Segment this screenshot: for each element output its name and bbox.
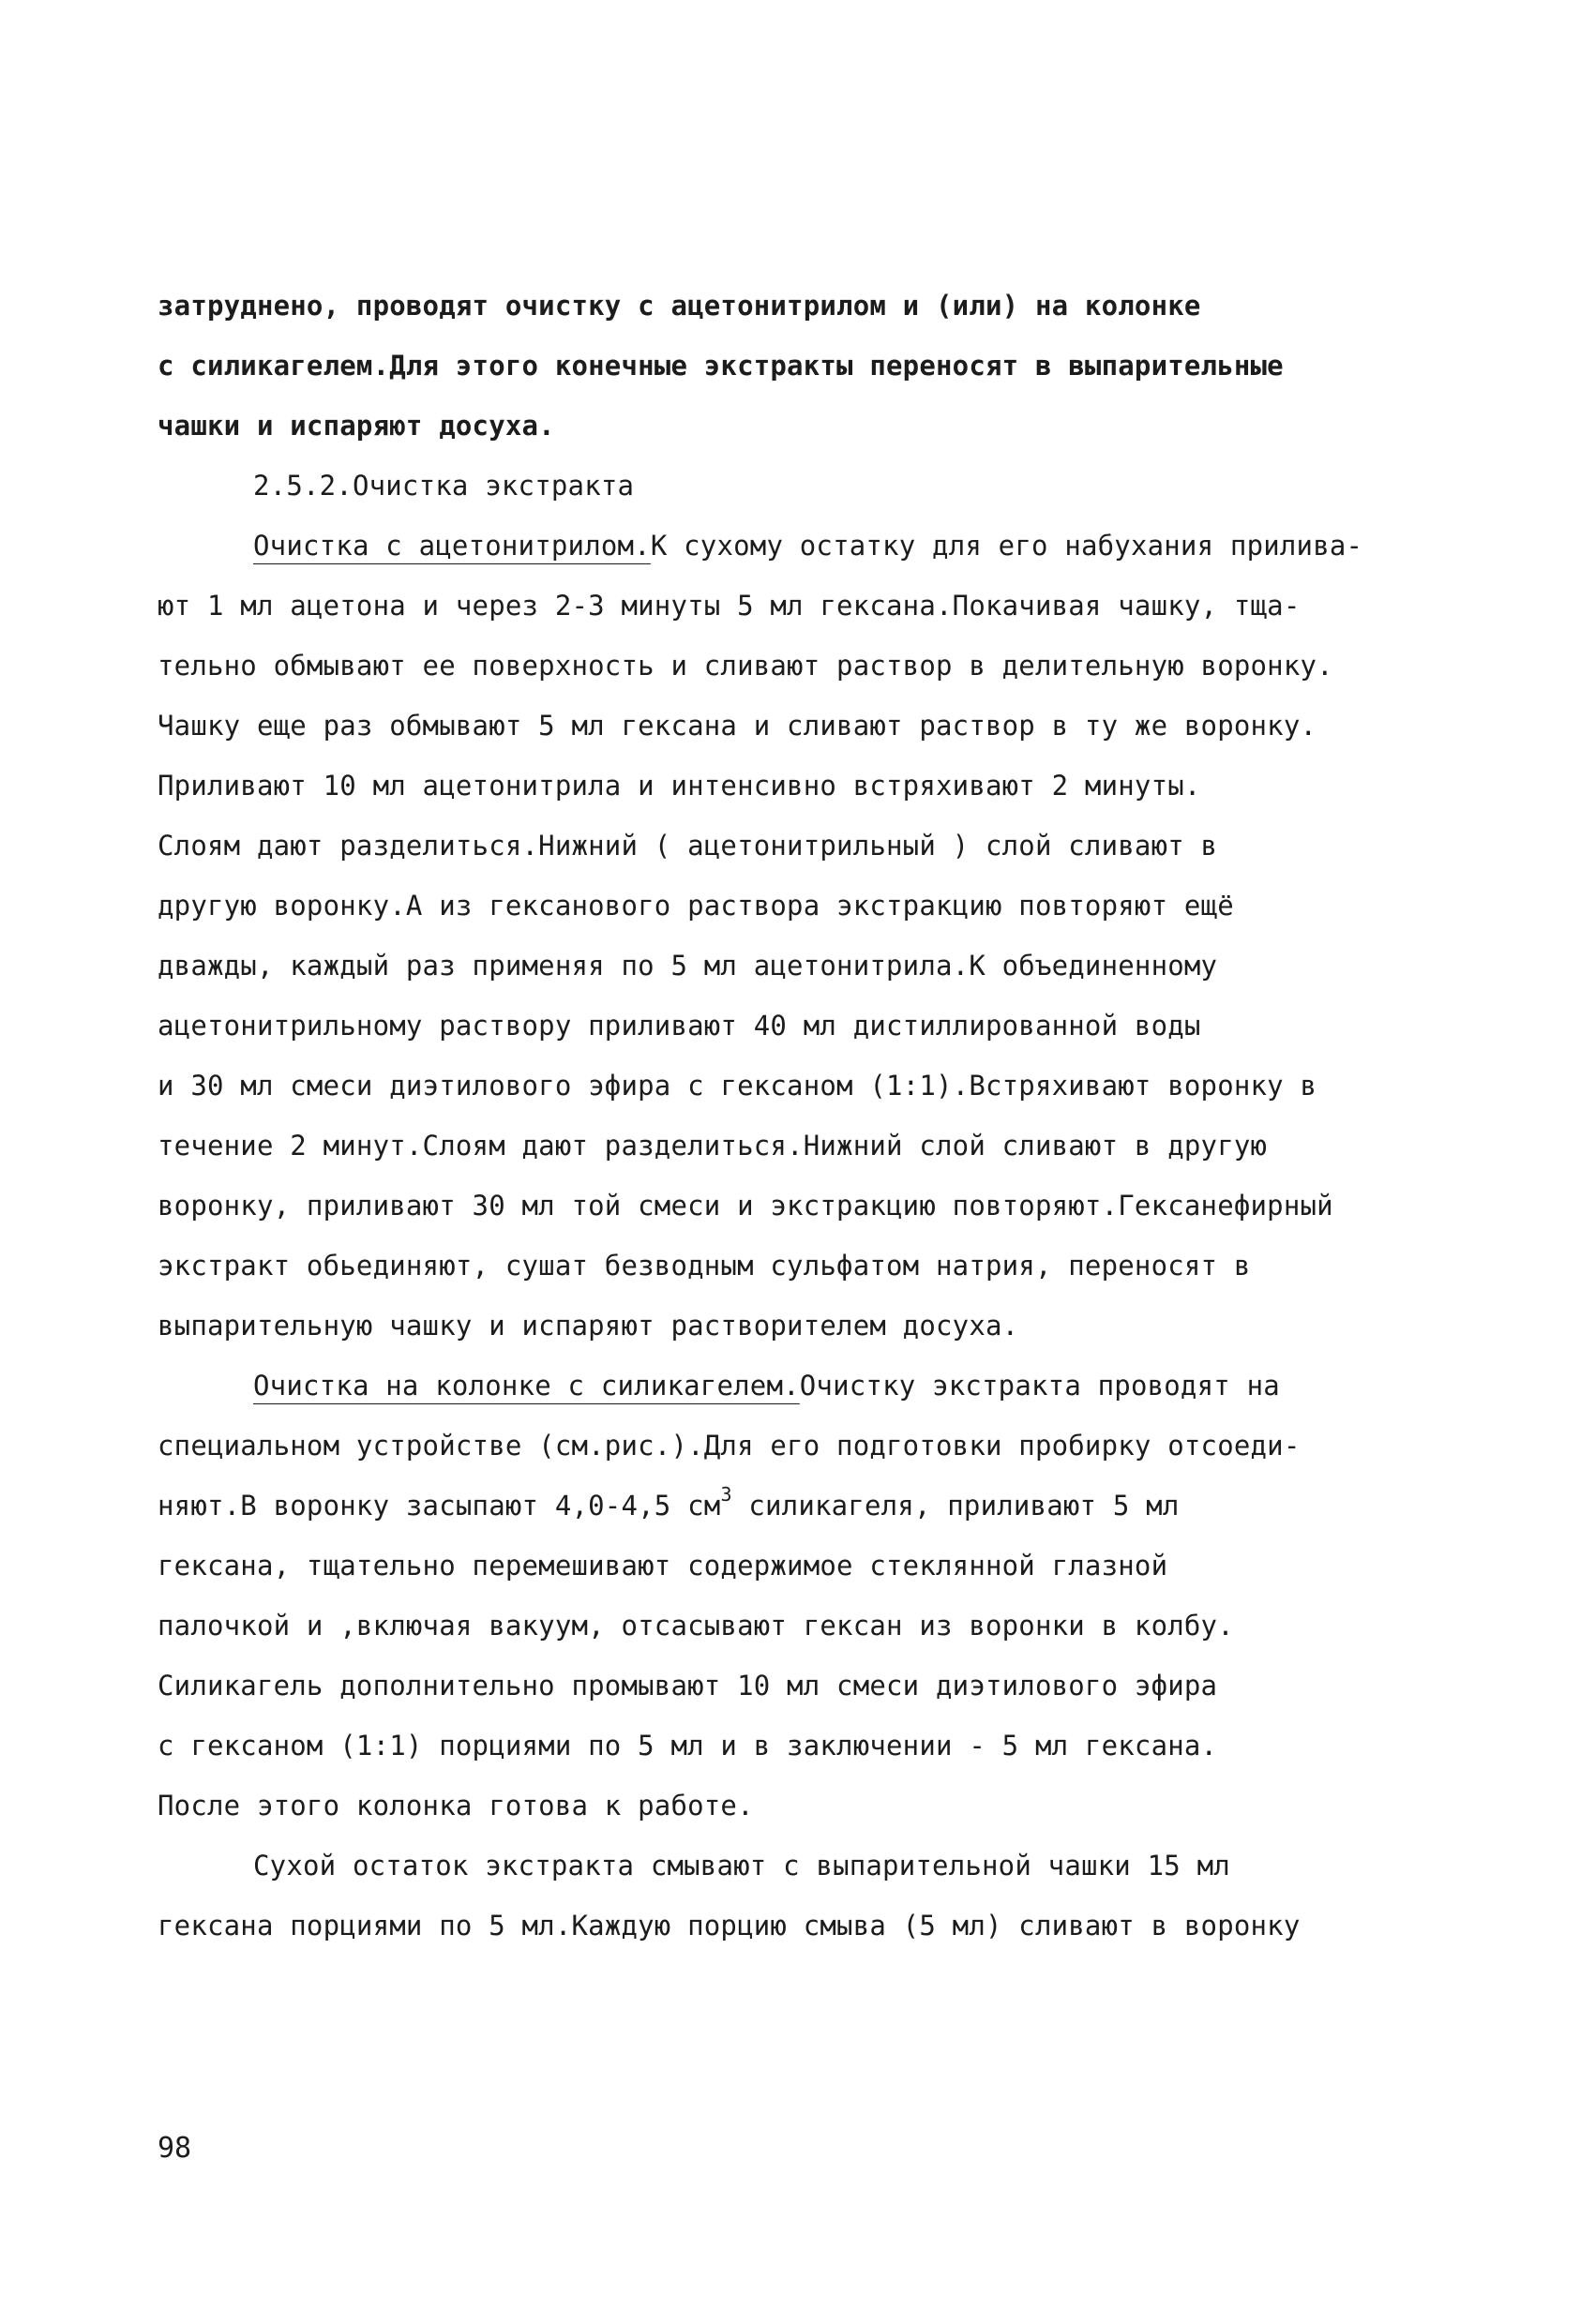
paragraph-2-text: Очистку экстракта проводят на [799, 1370, 1280, 1402]
paragraph-2-line-8: После этого колонка готова к работе. [158, 1790, 754, 1822]
text-line-2: с силикагелем.Для этого конечные экстракты переносят в выпарительные [158, 350, 1284, 382]
paragraph-2-line-5: палочкой и ,включая вакуум, отсасывают гексан из воронки в колбу. [158, 1610, 1234, 1642]
paragraph-2-line-4: гексана, тщательно перемешивают содержимое стеклянной глазной [158, 1550, 1168, 1582]
paragraph-2-line-3 [158, 1483, 1180, 1524]
paragraph-2-line-7: с гексаном (1:1) порциями по 5 мл и в заключении - 5 мл гексана. [158, 1730, 1218, 1762]
paragraph-3-line-2: гексана порциями по 5 мл.Каждую порцию смыва (5 мл) сливают в воронку [158, 1910, 1301, 1942]
subheading-silica-column: Очистка на колонке с силикагелем. [253, 1370, 800, 1402]
volume-text: няют.В воронку засыпают 4,0-4,5 см [158, 1490, 721, 1522]
text-line-3: чашки и испаряют досуха. [158, 410, 555, 442]
paragraph-1-line-6: Слоям дают разделиться.Нижний ( ацетонитрильный ) слой сливают в [158, 830, 1218, 862]
paragraph-2-line-2: специальном устройстве (см.рис.).Для его подготовки пробирку отсоеди- [158, 1430, 1301, 1462]
paragraph-1-line-10: и 30 мл смеси диэтилового эфира с гексаном (1:1).Встряхивают воронку в [158, 1070, 1317, 1102]
paragraph-1-line-14: выпарительную чашку и испаряют растворителем досуха. [158, 1310, 1019, 1342]
paragraph-1-line-7: другую воронку.А из гексанового раствора экстракцию повторяют ещё [158, 890, 1234, 922]
paragraph-1-line-3: тельно обмывают ее поверхность и сливают раствор в делительную воронку. [158, 650, 1333, 682]
section-heading: 2.5.2.Очистка экстракта [253, 470, 635, 502]
text-line-1: затруднено, проводят очистку с ацетонитрилом и (или) на колонке [158, 290, 1201, 322]
volume-text-continued: силикагеля, приливают 5 мл [731, 1490, 1180, 1522]
paragraph-2-line-1 [253, 1367, 1280, 1404]
paragraph-1-line-2: ют 1 мл ацетона и через 2-3 минуты 5 мл гексана.Покачивая чашку, тща- [158, 590, 1301, 622]
paragraph-1-line-5: Приливают 10 мл ацетонитрила и интенсивно встряхивают 2 минуты. [158, 770, 1201, 802]
paragraph-1-line-1 [253, 527, 1362, 564]
page-number: 98 [158, 2132, 192, 2165]
paragraph-3-line-1: Сухой остаток экстракта смывают с выпарительной чашки 15 мл [253, 1850, 1230, 1882]
paragraph-2-line-6: Силикагель дополнительно промывают 10 мл смеси диэтилового эфира [158, 1670, 1218, 1702]
paragraph-1-line-4: Чашку еще раз обмывают 5 мл гексана и сливают раствор в ту же воронку. [158, 710, 1317, 742]
superscript-3: 3 [720, 1483, 732, 1507]
paragraph-1-line-9: ацетонитрильному раствору приливают 40 мл дистиллированной воды [158, 1010, 1201, 1042]
subheading-acetonitrile-cleanup: Очистка с ацетонитрилом. [253, 530, 651, 562]
paragraph-1-line-8: дважды, каждый раз применяя по 5 мл ацетонитрила.К объединенному [158, 950, 1218, 982]
paragraph-1-line-13: экстракт обьединяют, сушат безводным сульфатом натрия, переносят в [158, 1250, 1251, 1282]
paragraph-1-line-12: воронку, приливают 30 мл той смеси и экстракцию повторяют.Гексанефирный [158, 1190, 1333, 1222]
paragraph-1-line-11: течение 2 минут.Слоям дают разделиться.Нижний слой сливают в другую [158, 1130, 1268, 1162]
paragraph-1-text: К сухому остатку для его набухания прилива- [650, 530, 1363, 562]
